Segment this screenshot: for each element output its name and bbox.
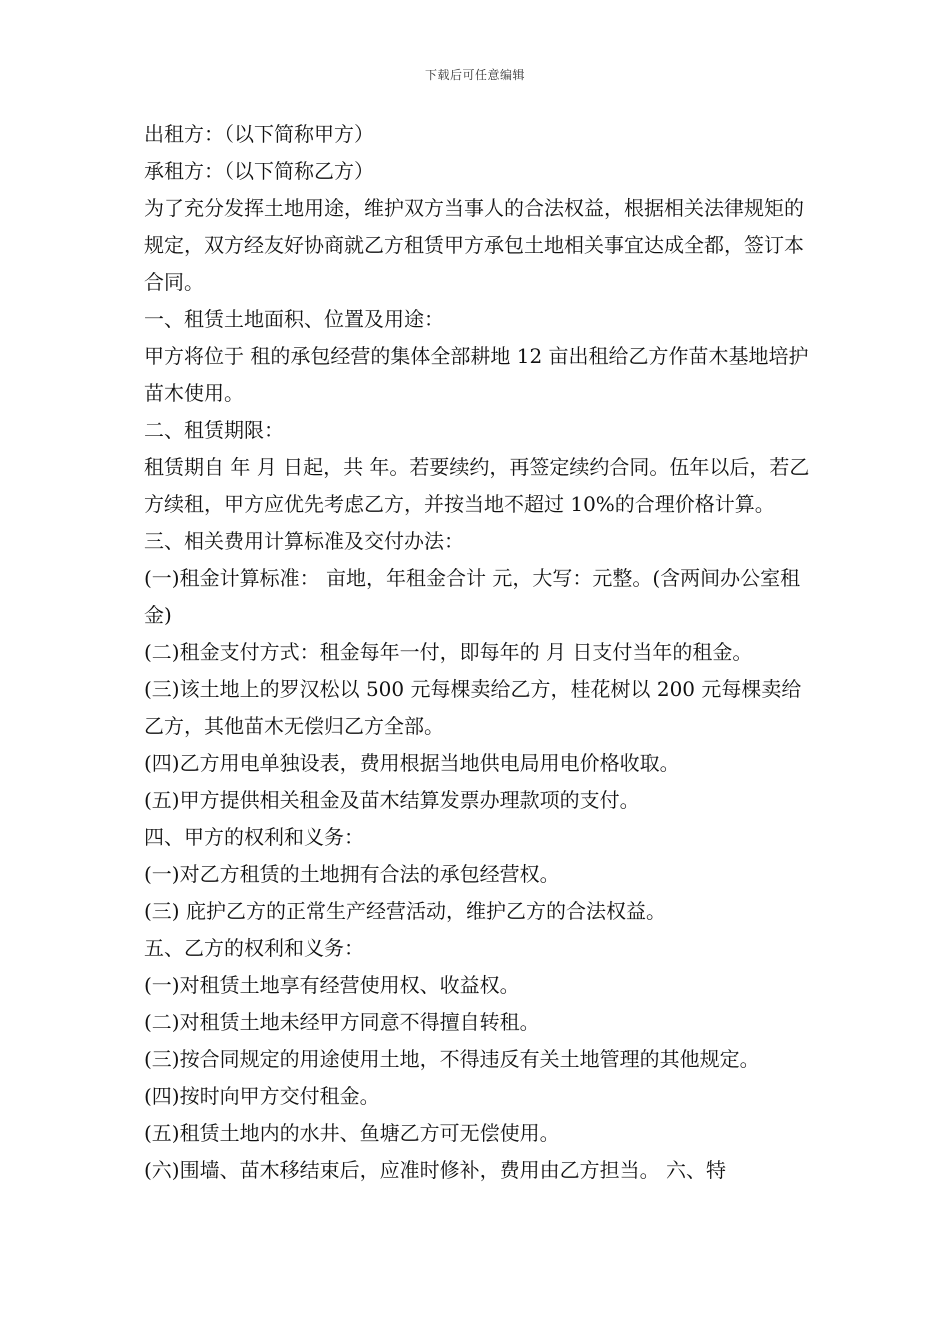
paragraph-lessor: 出租方：（以下简称甲方） <box>144 122 374 146</box>
clause-3-5: (五)甲方提供相关租金及苗木结算发票办理款项的支付。 <box>144 788 640 812</box>
clause-5-4: (四)按时向甲方交付租金。 <box>144 1084 380 1108</box>
paragraph-lessee: 承租方：（以下简称乙方） <box>144 159 374 183</box>
document-body <box>144 116 820 1189</box>
section-heading-5: 五、乙方的权利和义务： <box>144 936 364 960</box>
paragraph-land-location: 甲方将位于 租的承包经营的集体全部耕地 12 亩出租给乙方作苗木基地培护苗木使用。 <box>144 344 809 405</box>
clause-3-4: (四)乙方用电单独设表，费用根据当地供电局用电价格收取。 <box>144 751 680 775</box>
section-heading-1: 一、租赁土地面积、位置及用途： <box>144 307 444 331</box>
clause-4-1: (一)对乙方租赁的土地拥有合法的承包经营权。 <box>144 862 560 886</box>
paragraph-lease-term: 租赁期自 年 月 日起，共 年。若要续约，再签定续约合同。伍年以后，若乙方续租，甲方应优先考虑乙方，并按当地不超过 10%的合理价格计算。 <box>144 455 810 516</box>
clause-5-1: (一)对租赁土地享有经营使用权、收益权。 <box>144 973 520 997</box>
clause-4-3: (三) 庇护乙方的正常生产经营活动，维护乙方的合法权益。 <box>144 899 666 923</box>
header-note: 下载后可任意编辑 <box>424 68 525 82</box>
clause-5-2: (二)对租赁土地未经甲方同意不得擅自转租。 <box>144 1010 540 1034</box>
clause-3-1: (一)租金计算标准： 亩地，年租金合计 元，大写：元整。(含两间办公室租金) <box>144 566 801 627</box>
clause-3-2: (二)租金支付方式：租金每年一付，即每年的 月 日支付当年的租金。 <box>144 640 753 664</box>
clause-3-3: (三)该土地上的罗汉松以 500 元每棵卖给乙方，桂花树以 200 元每棵卖给乙方，其他苗木无偿归乙方全部。 <box>144 677 802 738</box>
clause-5-5: (五)租赁土地内的水井、鱼塘乙方可无偿使用。 <box>144 1121 560 1145</box>
section-heading-2: 二、租赁期限： <box>144 418 284 442</box>
section-heading-3: 三、相关费用计算标准及交付办法： <box>144 529 464 553</box>
section-heading-4: 四、甲方的权利和义务： <box>144 825 364 849</box>
clause-5-3: (三)按合同规定的用途使用土地，不得违反有关土地管理的其他规定。 <box>144 1047 760 1071</box>
paragraph-preamble: 为了充分发挥土地用途，维护双方当事人的合法权益，根据相关法律规矩的规定，双方经友好协商就乙方租赁甲方承包土地相关事宜达成全都，签订本合同。 <box>144 196 804 294</box>
clause-5-6: (六)围墙、苗木移结束后，应准时修补，费用由乙方担当。 六、特 <box>144 1158 726 1182</box>
